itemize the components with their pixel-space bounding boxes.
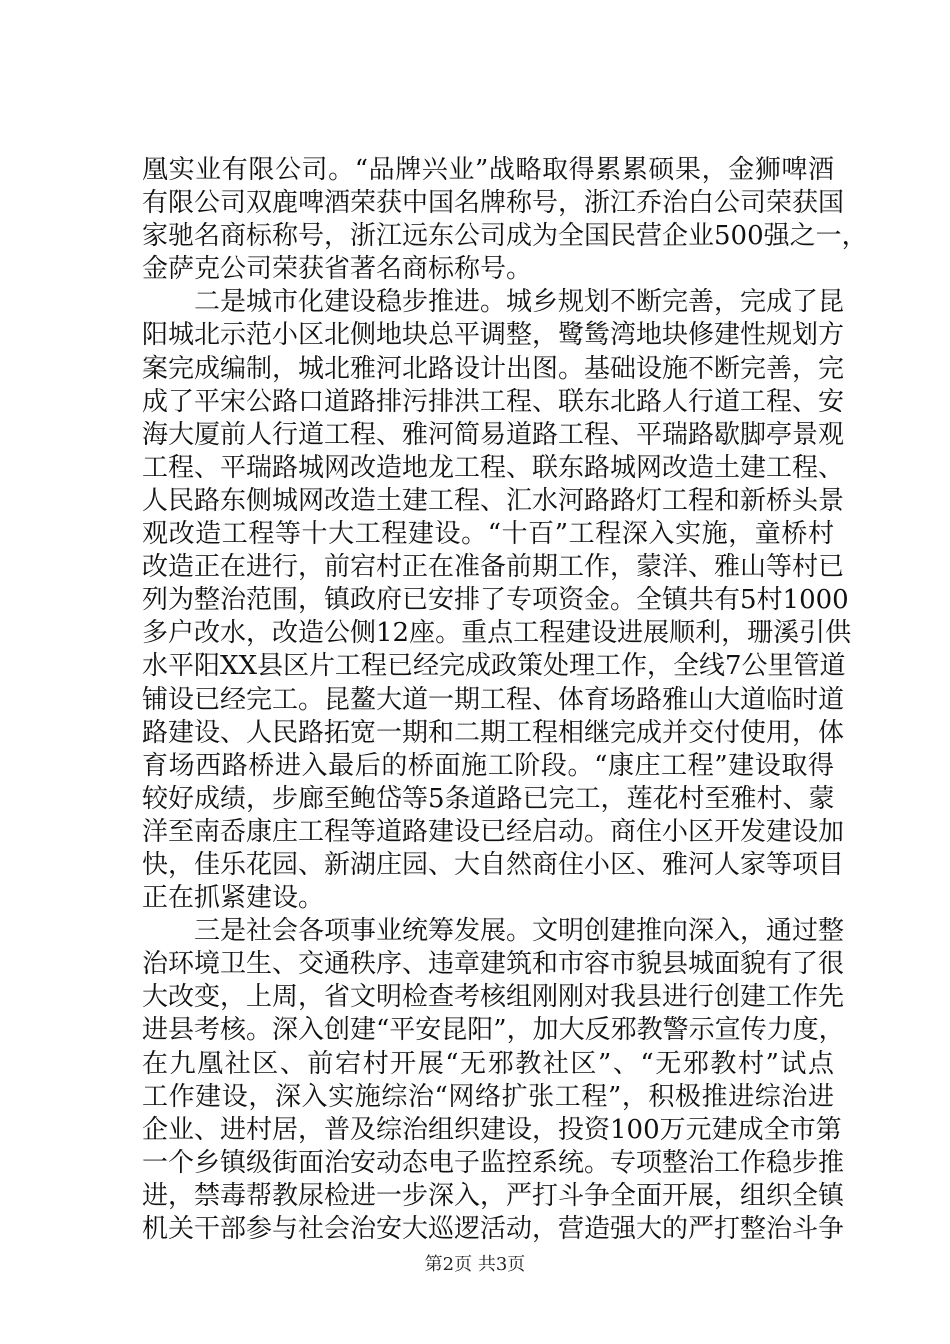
text-line: 铺设已经完工。昆鳌大道一期工程、体育场路雅山大道临时道 bbox=[142, 684, 845, 715]
text-line: 工作建设，深入实施综治“网络扩张工程”，积极推进综治进 bbox=[142, 1081, 834, 1112]
text-line: 凰实业有限公司。“品牌兴业”战略取得累累硕果，金狮啤酒 bbox=[142, 155, 834, 185]
text-line: 一个乡镇级街面治安动态电子监控系统。专项整治工作稳步推 bbox=[142, 1147, 845, 1178]
text-line: 进县考核。深入创建“平安昆阳”，加大反邪教警示宣传力度， bbox=[142, 1015, 845, 1046]
text-line: 较好成绩，步廊至鲍岱等5条道路已完工，莲花村至雅村、蒙 bbox=[142, 783, 835, 814]
text-line: 快，佳乐花园、新湖庄园、大自然商住小区、雅河人家等项目 bbox=[142, 849, 845, 880]
text-line: 案完成编制，城北雅河北路设计出图。基础设施不断完善，完 bbox=[142, 353, 845, 384]
text-line: 家驰名商标称号，浙江远东公司成为全国民营企业500强之一， bbox=[142, 221, 868, 252]
text-line: 企业、进村居，普及综治组织建设，投资100万元建成全市第 bbox=[142, 1114, 842, 1145]
text-line: 改造正在进行，前宕村正在准备前期工作，蒙洋、雅山等村已 bbox=[142, 552, 845, 583]
text-line: 列为整治范围，镇政府已安排了专项资金。全镇共有5村1000 bbox=[142, 585, 849, 616]
text-line: 观改造工程等十大工程建设。“十百”工程深入实施，童桥村 bbox=[142, 519, 834, 550]
text-line: 金萨克公司荣获省著名商标称号。 bbox=[142, 254, 533, 285]
text-line: 机关干部参与社会治安大巡逻活动，营造强大的严打整治斗争 bbox=[142, 1214, 845, 1244]
text-line: 正在抓紧建设。 bbox=[142, 883, 325, 914]
body-text bbox=[142, 154, 868, 1246]
text-line: 二是城市化建设稳步推进。城乡规划不断完善，完成了昆 bbox=[142, 287, 845, 318]
text-line: 在九凰社区、前宕村开展“无邪教社区”、“无邪教村”试点 bbox=[142, 1048, 834, 1079]
text-line: 多户改水，改造公侧12座。重点工程建设进展顺利，珊溪引供 bbox=[142, 618, 852, 649]
text-line: 路建设、人民路拓宽一期和二期工程相继完成并交付使用，体 bbox=[142, 717, 845, 748]
text-line: 水平阳XX县区片工程已经完成政策处理工作，全线7公里管道 bbox=[142, 651, 846, 682]
page-number: 第2页 共3页 bbox=[424, 1254, 526, 1275]
text-line: 大改变，上周，省文明检查考核组刚刚对我县进行创建工作先 bbox=[142, 982, 845, 1013]
text-line: 育场西路桥进入最后的桥面施工阶段。“康庄工程”建设取得 bbox=[142, 750, 834, 781]
text-line: 工程、平瑞路城网改造地龙工程、联东路城网改造土建工程、 bbox=[142, 452, 845, 483]
text-line: 有限公司双鹿啤酒荣获中国名牌称号，浙江乔治白公司荣获国 bbox=[142, 188, 845, 219]
text-line: 治环境卫生、交通秩序、违章建筑和市容市貌县城面貌有了很 bbox=[142, 949, 845, 980]
text-line: 三是社会各项事业统筹发展。文明创建推向深入，通过整 bbox=[142, 916, 845, 947]
text-line: 进，禁毒帮教尿检进一步深入，严打斗争全面开展，组织全镇 bbox=[142, 1180, 845, 1211]
text-line: 洋至南岙康庄工程等道路建设已经启动。商住小区开发建设加 bbox=[142, 816, 845, 847]
text-line: 人民路东侧城网改造土建工程、汇水河路路灯工程和新桥头景 bbox=[142, 485, 845, 516]
text-line: 阳城北示范小区北侧地块总平调整，鹭鸶湾地块修建性规划方 bbox=[142, 320, 845, 351]
text-line: 成了平宋公路口道路排污排洪工程、联东北路人行道工程、安 bbox=[142, 386, 845, 417]
text-line: 海大厦前人行道工程、雅河简易道路工程、平瑞路歇脚亭景观 bbox=[142, 419, 845, 450]
